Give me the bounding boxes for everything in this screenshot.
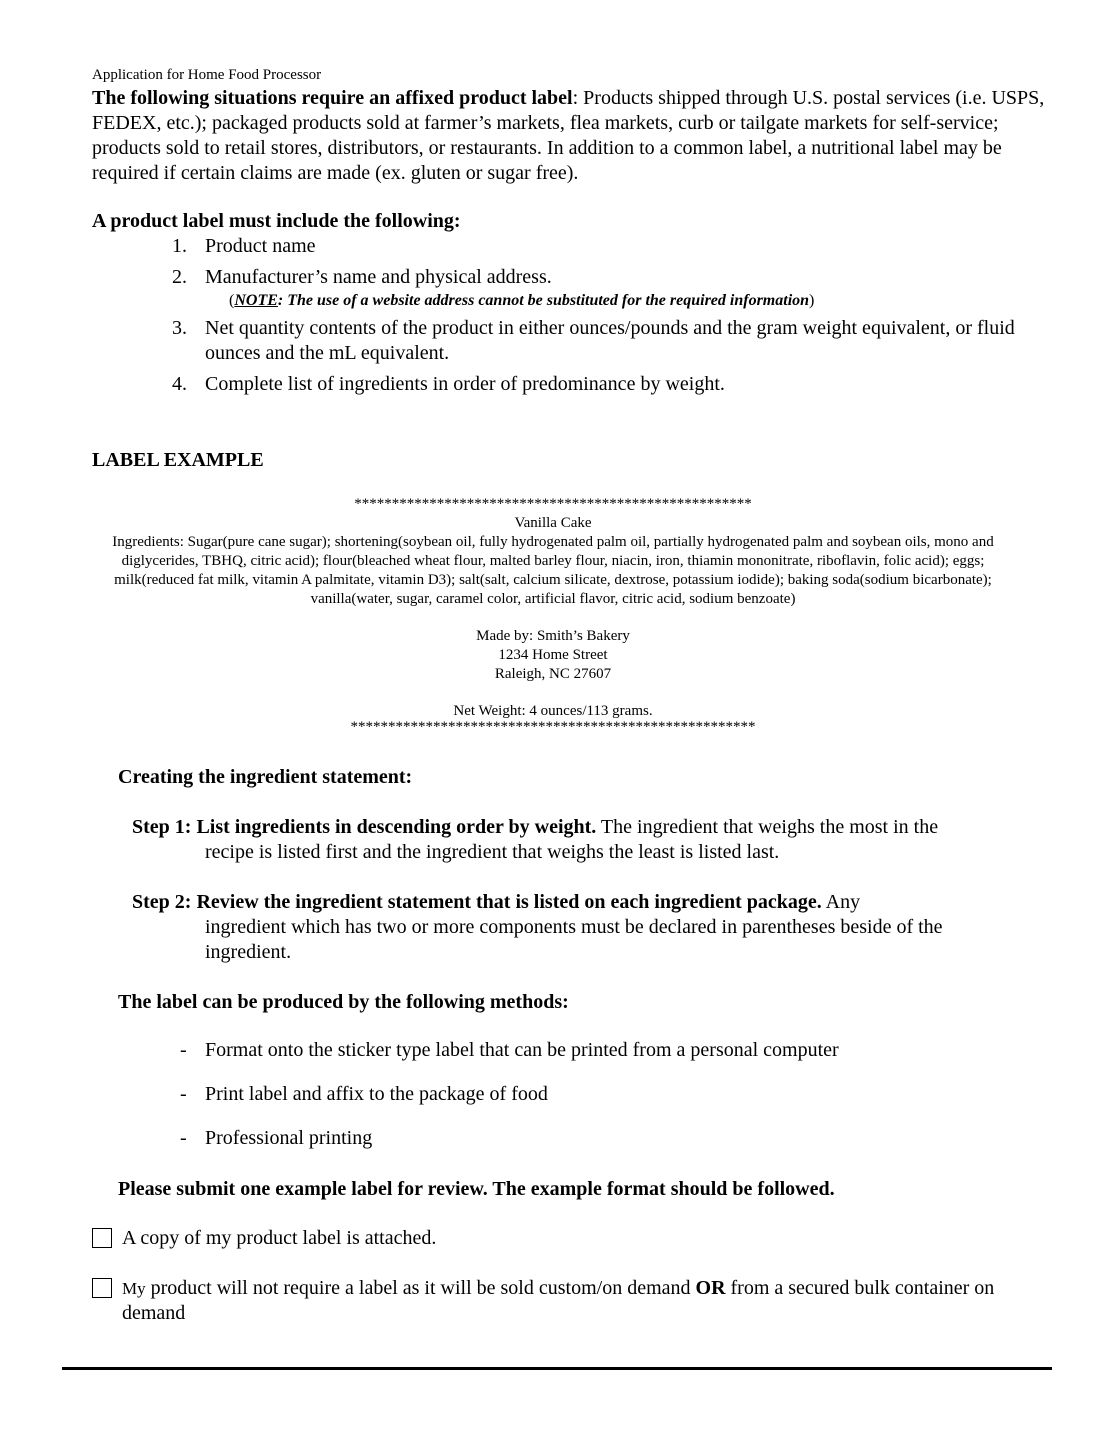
note-open-paren: (: [229, 292, 235, 309]
checkbox-row-label-attached: [92, 1226, 1012, 1251]
no-label-or: OR: [695, 1277, 726, 1299]
step-2-title: Step 2: Review the ingredient statement that is listed on each ingredient package.: [132, 891, 822, 913]
list-number: 1.: [172, 235, 187, 257]
step-1-text: The ingredient that weighs the most in the: [596, 816, 939, 838]
step-2: [132, 890, 1032, 965]
list-item: [172, 372, 1052, 397]
label-example: [108, 495, 998, 733]
no-label-text: [92, 1276, 1012, 1326]
no-label-my: My: [122, 1279, 146, 1298]
submit-instruction: Please submit one example label for review. The example format should be followed.: [118, 1178, 835, 1200]
note-text: The use of a website address cannot be substituted for the required information: [283, 292, 810, 309]
city-state-zip: Raleigh, NC 27607: [494, 666, 612, 682]
method-text: Format onto the sticker type label that can be printed from a personal computer: [205, 1039, 839, 1061]
requirements-list: [172, 234, 1052, 403]
step-1: [132, 815, 1032, 865]
list-item: [180, 1126, 839, 1170]
no-label-checkbox[interactable]: [92, 1278, 112, 1298]
note-label: NOTE: [234, 292, 278, 309]
list-item: [172, 316, 1052, 366]
ingredient-statement-heading: Creating the ingredient statement:: [118, 766, 413, 788]
step-1-title: Step 1: List ingredients in descending order by weight.: [132, 816, 597, 838]
net-weight: Net Weight: 4 ounces/113 grams.: [453, 703, 653, 719]
step-1-continuation: recipe is listed first and the ingredient that weighs the least is listed last.: [205, 841, 780, 863]
list-item: [172, 265, 1052, 312]
requirements-heading: A product label must include the following:: [92, 210, 461, 232]
intro-lead: The following situations require an affixed product label: [92, 87, 573, 109]
intro-paragraph: [92, 86, 1052, 186]
step-2-text: Any: [821, 891, 861, 913]
website-note: [229, 290, 1052, 312]
method-text: Print label and affix to the package of food: [205, 1083, 548, 1105]
checkbox-row-no-label: [92, 1276, 1012, 1326]
dash: -: [180, 1127, 187, 1149]
list-number: 3.: [172, 317, 187, 339]
product-name: Vanilla Cake: [514, 515, 592, 531]
methods-list: [180, 1038, 839, 1170]
made-by: Made by: Smith’s Bakery: [476, 628, 630, 644]
label-attached-text: A copy of my product label is attached.: [122, 1227, 437, 1249]
label-example-heading: LABEL EXAMPLE: [92, 449, 264, 471]
method-text: Professional printing: [205, 1127, 373, 1149]
dash: -: [180, 1039, 187, 1061]
list-text: Net quantity contents of the product in either ounces/pounds and the gram weight equivalent, or fluid ounces and the mL equivalent.: [205, 317, 1015, 364]
street-address: 1234 Home Street: [498, 647, 608, 663]
ingredients-text: Ingredients: Sugar(pure cane sugar); shortening(soybean oil, fully hydrogenated palm oil, partially hydrogenated palm and soybean oils, mono and diglycerides, TBHQ, citric acid); flour(bleached wheat flour, malted barley flour, niacin, iron, thiamin mononitrate, riboflavin, folic acid); eggs; milk(reduced fat milk, vitamin A palmitate, vitamin D3); salt(salt, calcium silicate, dextrose, potassium iodide); baking soda(sodium bicarbonate); vanilla(water, sugar, caramel color, artificial flavor, citric acid, sodium benzoate): [112, 534, 994, 607]
list-item: [172, 234, 1052, 259]
intro-text: : Products shipped through U.S. postal services (i.e. USPS, FEDEX, etc.); packaged products sold at farmer’s markets, flea markets, curb or tailgate markets for self-service; products sold to retail stores, distributors, or restaurants. In addition to a common label, a nutritional label may be required if certain claims are made (ex. gluten or sugar free).: [92, 87, 1045, 184]
stars-divider-bottom: ******************************************************: [350, 719, 756, 735]
list-text: Complete list of ingredients in order of predominance by weight.: [205, 373, 725, 395]
list-text: Manufacturer’s name and physical address.: [205, 266, 552, 288]
no-label-part-a: product will not require a label as it will be sold custom/on demand: [145, 1277, 696, 1299]
list-number: 4.: [172, 373, 187, 395]
note-colon: :: [277, 292, 284, 309]
list-text: Product name: [205, 235, 316, 257]
document-header: Application for Home Food Processor: [92, 67, 322, 83]
no-label-part-b: from a secured bulk container on demand: [122, 1277, 995, 1324]
bottom-rule: [62, 1367, 1052, 1370]
list-item: [180, 1038, 839, 1082]
list-item: [180, 1082, 839, 1126]
note-close-paren: ): [809, 292, 815, 309]
list-number: 2.: [172, 266, 187, 288]
label-attached-checkbox[interactable]: [92, 1228, 112, 1248]
methods-heading: The label can be produced by the following methods:: [118, 991, 569, 1013]
stars-divider-top: *****************************************************: [354, 496, 752, 512]
step-2-continuation: ingredient which has two or more components must be declared in parentheses beside of the ingredient.: [205, 916, 943, 963]
dash: -: [180, 1083, 187, 1105]
